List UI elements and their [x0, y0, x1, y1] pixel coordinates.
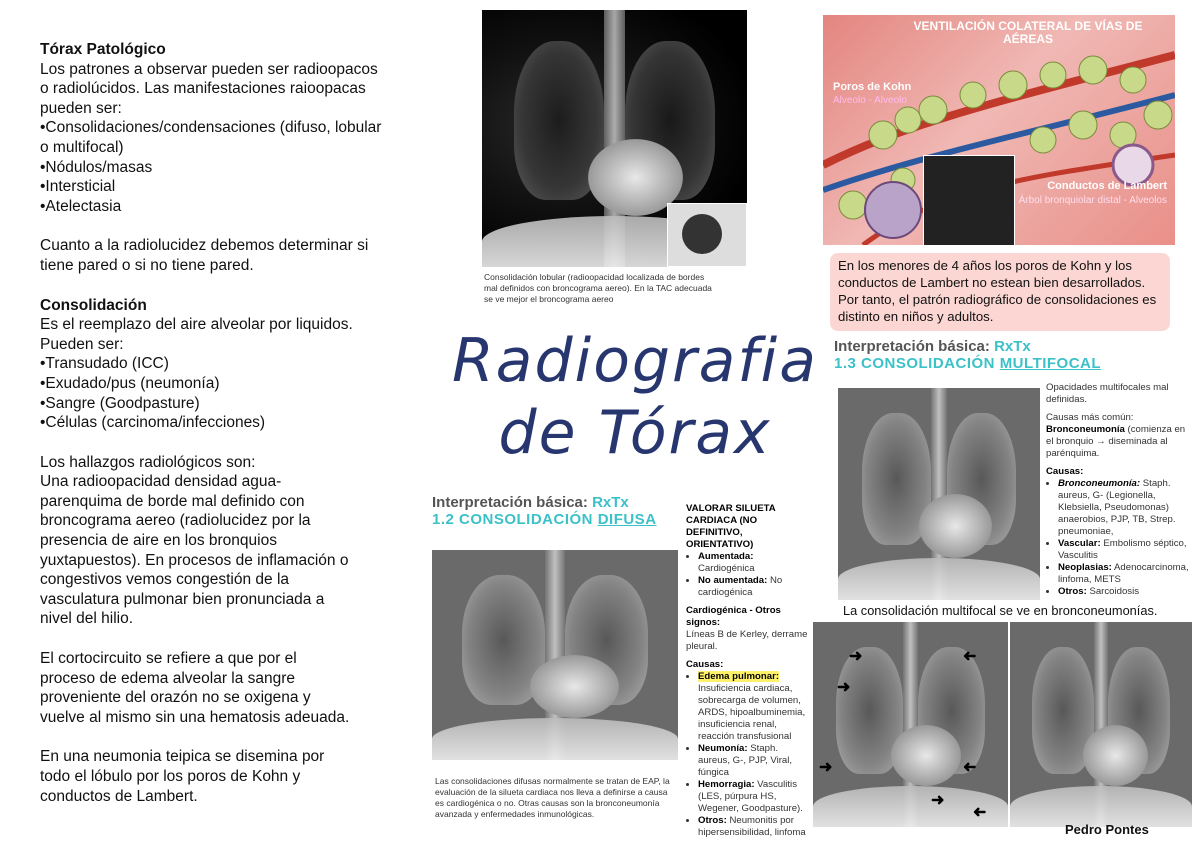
difusa-cause-item: • Otros: Neumonitis por hipersensibilidad, linfoma: [698, 815, 812, 839]
microscopy-inset: [923, 155, 1015, 245]
bronconeumonia-xray-image-2: [1010, 622, 1192, 827]
radiolucidez-line: tiene pared o si no tiene pared.: [40, 256, 254, 274]
cortocircuito-line: El cortocircuito se refiere a que por el: [40, 650, 297, 668]
multifocal-caption: La consolidación multifocal se ve en bronconeumonías.: [843, 603, 1158, 618]
consolidacion-line: Es el reemplazo del aire alveolar por liquidos.: [40, 316, 353, 334]
torax-line: •Nódulos/masas: [40, 158, 153, 176]
torax-line: Los patrones a observar pueden ser radioopacos: [40, 60, 378, 78]
difusa-xray-image: [432, 550, 678, 760]
difusa-caption: Las consolidaciones difusas normalmente se tratan de EAP, la evaluación de la silueta cardiaca nos lleva a definirse a causa es cardiogénica o no. Otras causas son la bronconeumonía avanzada y enfermedades inmunológicas.: [435, 776, 670, 819]
poster-title: Radiografia de Tórax: [451, 326, 818, 468]
neumonia-line: En una neumonia teipica se disemina por: [40, 748, 325, 766]
lambert-sub-label: Árbol bronquiolar distal - Alveolos: [1018, 195, 1167, 206]
arrow-icon: ➜: [849, 648, 863, 665]
hallazgos-line: broncograma aereo (radiolucidez por la: [40, 512, 311, 530]
radiolucidez-line: Cuanto a la radiolucidez debemos determinar si: [40, 237, 369, 255]
multifocal-cause-item: • Neoplasias: Adenocarcinoma, linfoma, METS: [1058, 562, 1192, 586]
consolidacion-heading: Consolidación: [40, 296, 147, 314]
lambert-label: Conductos de Lambert: [1047, 180, 1167, 192]
lobular-caption: Consolidación lobular (radioopacidad localizada de bordes mal definidos con broncograma aereo). En la TAC adecuada se ve mejor el broncograma aereo: [484, 272, 712, 304]
difusa-cause-item: • Edema pulmonar: Insuficiencia cardiaca, sobrecarga de volumen, ARDS, hipoalbuminemia, insuficiencia renal, reacción transfusional: [698, 671, 812, 743]
kohn-label: Poros de Kohn: [833, 81, 912, 93]
vent-title: VENTILACIÓN COLATERAL DE VÍAS DE AÉREAS: [913, 19, 1143, 46]
bronconeumonia-xray-image-1: [813, 622, 1008, 827]
hallazgos-line: nivel del hilio.: [40, 610, 134, 628]
difusa-header: Interpretación básica: RxTx 1.2 CONSOLIDACIÓN DIFUSA: [432, 494, 657, 528]
hallazgos-line: congestivos vemos congestión de la: [40, 571, 290, 589]
hallazgos-line: Una radioopacidad densidad agua-: [40, 473, 282, 491]
multifocal-desc: Opacidades multifocales mal definidas.: [1046, 382, 1169, 405]
torax-line: o radiolúcidos. Las manifestaciones raioopacas: [40, 80, 366, 98]
torax-line: o multifocal): [40, 138, 124, 156]
multifocal-text: Opacidades multifocales mal definidas. Causas más común: Bronconeumonía (comienza en el bronquio → diseminada al parénquima. Causas: • Bronconeumonía: Staph. aureus, G- (Legionella, Klebsiella, Pseudomonas) anaerobios, PJP, TB, Strep. pneumoniae, • Vascular: Embolismo séptico, Vasculitis • Neoplasias: Adenocarcinoma, linfoma, METS • Otros: Sarcoidosis: [1046, 382, 1192, 598]
arrow-icon: ➜: [837, 679, 851, 696]
author-name: Pedro Pontes: [1065, 822, 1149, 837]
neumonia-line: todo el lóbulo por los poros de Kohn y: [40, 768, 301, 785]
torax-line: •Intersticial: [40, 178, 116, 196]
tac-inset-image: [667, 203, 747, 267]
chest-xray-lobular-image: [482, 10, 747, 267]
arrow-icon: ➜: [973, 804, 987, 821]
consolidacion-line: •Transudado (ICC): [40, 355, 169, 373]
cortocircuito-line: proveniente del orazón no se oxigena y: [40, 689, 311, 707]
multifocal-xray-image: [838, 388, 1040, 600]
consolidacion-line: •Exudado/pus (neumonía): [40, 374, 220, 392]
hallazgos-line: Los hallazgos radiológicos son:: [40, 453, 256, 471]
arrow-icon: ➜: [963, 759, 977, 776]
multifocal-cause-item: • Vascular: Embolismo séptico, Vasculitis: [1058, 538, 1192, 562]
arrow-icon: ➜: [931, 792, 945, 809]
difusa-cause-item: • Neumonía: Staph. aureus, G-, PJP, Viral, fúngica: [698, 743, 812, 779]
torax-patologico-heading: Tórax Patológico: [40, 41, 166, 58]
multifocal-header: Interpretación básica: RxTx 1.3 CONSOLIDACIÓN MULTIFOCAL: [834, 338, 1102, 372]
kohn-sub-label: Alveolo - Alveolo: [833, 95, 907, 106]
neumonia-line: conductos de Lambert.: [40, 787, 198, 805]
torax-line: pueden ser:: [40, 99, 122, 117]
kohn-lambert-note: En los menores de 4 años los poros de Kohn y los conductos de Lambert no estean bien desarrollados. Por tanto, el patrón radiográfico de consolidaciones es distinto en niños y adultos.: [830, 253, 1170, 331]
difusa-cause-item: • Hemorragia: Vasculitis (LES, púrpura HS, Wegener, Goodpasture).: [698, 779, 812, 815]
consolidacion-line: Pueden ser:: [40, 335, 124, 353]
hallazgos-line: vasculatura pulmonar bien pronunciada a: [40, 590, 325, 608]
torax-line: •Atelectasia: [40, 197, 122, 215]
consolidacion-line: •Sangre (Goodpasture): [40, 394, 200, 412]
silueta-item: • Aumentada: Cardiogénica: [698, 551, 812, 575]
difusa-text: VALORAR SILUETA CARDIACA (NO DEFINITIVO, ORIENTATIVO) • Aumentada: Cardiogénica • No aumentada: No cardiogénica Cardiogénica - Otros signos: Líneas B de Kerley, derrame pleural. Causas: • Edema pulmonar: Insuficiencia cardiaca, sobrecarga de volumen, ARDS, hipoalbuminemia, insuficiencia renal, reacción transfusional • Neumonía: Staph. aureus, G-, PJP, Viral, fúngica • Hemorragia: Vasculitis (LES, púrpura HS, Wegener, Goodpasture). • Otros: Neumonitis por hipersensibilidad, linfoma: [686, 503, 812, 839]
ventilacion-colateral-illustration: [823, 15, 1175, 245]
arrow-icon: ➜: [819, 759, 833, 776]
arrow-icon: ➜: [963, 648, 977, 665]
multifocal-cause-item: • Otros: Sarcoidosis: [1058, 586, 1192, 598]
multifocal-cause-item: • Bronconeumonía: Staph. aureus, G- (Legionella, Klebsiella, Pseudomonas) anaerobios, PJP, TB, Strep. pneumoniae,: [1058, 478, 1192, 538]
consolidacion-line: •Células (carcinoma/infecciones): [40, 414, 266, 432]
cortocircuito-line: proceso de edema alveolar la sangre: [40, 669, 296, 687]
hallazgos-line: presencia de aire en los bronquios: [40, 532, 277, 550]
torax-line: •Consolidaciones/condensaciones (difuso, lobular: [40, 119, 382, 137]
hallazgos-line: yuxtapuestos). En procesos de inflamación o: [40, 551, 349, 569]
left-column: [40, 40, 430, 806]
hallazgos-line: parenquima de borde mal definido con: [40, 492, 305, 510]
silueta-item: • No aumentada: No cardiogénica: [698, 575, 812, 599]
cortocircuito-line: vuelve al mismo sin una hematosis adeuada.: [40, 708, 350, 726]
